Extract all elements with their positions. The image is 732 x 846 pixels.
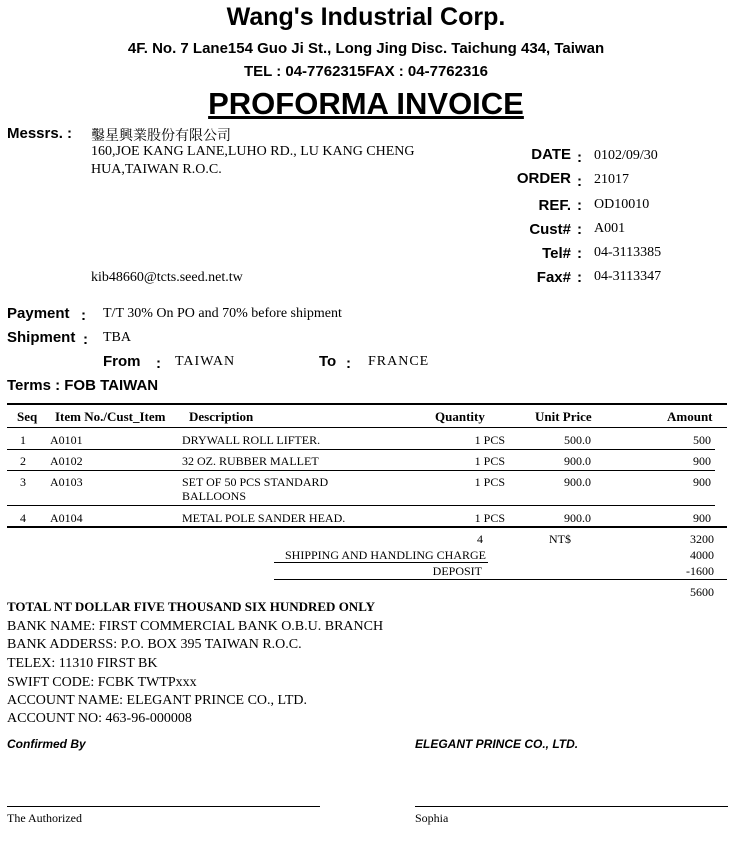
shipping-underline [274, 562, 488, 563]
shipping-value: 4000 [690, 548, 714, 562]
company-tel-fax: TEL : 04-7762315FAX : 04-7762316 [243, 63, 489, 80]
buyer-signature-line [7, 806, 320, 807]
row-item: A0102 [50, 454, 83, 468]
header-item: Item No./Cust_Item [55, 409, 166, 424]
row-unit-price: 900.0 [564, 511, 591, 525]
bank-telex: TELEX: 11310 FIRST BK [7, 656, 158, 671]
row-amount: 500 [693, 433, 711, 447]
ref-value: OD10010 [594, 197, 650, 212]
header-unit-price: Unit Price [535, 409, 592, 424]
total-quantity: 4 [477, 532, 483, 546]
to-value: FRANCE [368, 354, 430, 369]
tel-colon: : [577, 245, 582, 262]
row-item: A0103 [50, 475, 83, 489]
seller-company-label: ELEGANT PRINCE CO., LTD. [415, 737, 579, 751]
from-colon: : [156, 355, 161, 372]
order-colon: : [577, 173, 582, 190]
customer-address-line2: HUA,TAIWAN R.O.C. [91, 162, 222, 177]
customer-address-line1: 160,JOE KANG LANE,LUHO RD., LU KANG CHENG [91, 144, 415, 159]
customer-email: kib48660@tcts.seed.net.tw [91, 270, 243, 285]
row-description: DRYWALL ROLL LIFTER. [182, 433, 321, 447]
table-top-rule [7, 403, 727, 405]
shipment-value: TBA [103, 330, 131, 345]
company-name: Wang's Industrial Corp. [226, 3, 506, 31]
date-colon: : [577, 149, 582, 166]
order-value: 21017 [594, 172, 629, 187]
cust-colon: : [577, 221, 582, 238]
seller-signatory: Sophia [415, 811, 449, 825]
row-quantity: 1 PCS [474, 511, 505, 525]
bank-account-no: ACCOUNT NO: 463-96-000008 [7, 711, 192, 726]
fax-value: 04-3113347 [594, 269, 662, 284]
bank-swift: SWIFT CODE: FCBK TWTPxxx [7, 675, 197, 690]
deposit-label: DEPOSIT [432, 564, 482, 578]
row-divider [7, 505, 715, 506]
row-amount: 900 [693, 475, 711, 489]
row-unit-price: 500.0 [564, 433, 591, 447]
row-quantity: 1 PCS [474, 475, 505, 489]
shipping-label: SHIPPING AND HANDLING CHARGE [284, 548, 486, 562]
seller-signature-line [415, 806, 728, 807]
shipment-label: Shipment [7, 329, 76, 346]
deposit-value: -1600 [686, 564, 714, 578]
shipment-colon: : [83, 331, 88, 348]
tel-label: Tel# [542, 245, 571, 262]
company-address: 4F. No. 7 Lane154 Guo Ji St., Long Jing Disc. Taichung 434, Taiwan [127, 40, 605, 57]
row-description: SET OF 50 PCS STANDARD [182, 475, 329, 489]
to-label: To [319, 353, 337, 370]
bank-name: BANK NAME: FIRST COMMERCIAL BANK O.B.U. BRANCH [7, 619, 384, 634]
row-description: METAL POLE SANDER HEAD. [182, 511, 346, 525]
deposit-underline [274, 579, 727, 580]
header-quantity: Quantity [435, 409, 485, 424]
grand-total: 5600 [690, 585, 714, 599]
row-quantity: 1 PCS [474, 433, 505, 447]
row-description: 32 OZ. RUBBER MALLET [182, 454, 319, 468]
header-seq: Seq [17, 409, 38, 424]
row-divider [7, 470, 715, 471]
from-label: From [103, 353, 141, 370]
ref-colon: : [577, 197, 582, 214]
ref-label: REF. [538, 197, 571, 214]
row-description-cont: BALLOONS [182, 489, 247, 503]
row-seq: 3 [20, 475, 26, 489]
bank-address: BANK ADDERSS: P.O. BOX 395 TAIWAN R.O.C. [7, 637, 302, 652]
row-item: A0101 [50, 433, 83, 447]
row-amount: 900 [693, 511, 711, 525]
row-seq: 2 [20, 454, 26, 468]
terms-label: Terms : FOB TAIWAN [7, 377, 159, 394]
to-colon: : [346, 355, 351, 372]
header-amount: Amount [667, 409, 713, 424]
row-divider [7, 449, 715, 450]
fax-colon: : [577, 269, 582, 286]
header-description: Description [189, 409, 254, 424]
cust-value: A001 [594, 221, 626, 236]
buyer-signatory: The Authorized [7, 811, 82, 825]
bank-account-name: ACCOUNT NAME: ELEGANT PRINCE CO., LTD. [7, 693, 307, 708]
document-title: PROFORMA INVOICE [208, 86, 524, 121]
from-value: TAIWAN [175, 354, 236, 369]
confirmed-by-label: Confirmed By [7, 737, 86, 751]
row-seq: 4 [20, 511, 26, 525]
fax-label: Fax# [536, 269, 571, 286]
table-header-rule [7, 427, 727, 428]
currency: NT$ [549, 532, 571, 546]
customer-name: 鑿星興業股份有限公司 [91, 129, 231, 144]
messrs-label: Messrs. : [7, 125, 73, 142]
payment-label: Payment [7, 305, 70, 322]
row-item: A0104 [50, 511, 83, 525]
cust-label: Cust# [529, 221, 571, 238]
row-unit-price: 900.0 [564, 454, 591, 468]
row-unit-price: 900.0 [564, 475, 591, 489]
date-value: 0102/09/30 [594, 148, 658, 163]
subtotal: 3200 [690, 532, 714, 546]
tel-value: 04-3113385 [594, 245, 662, 260]
row-quantity: 1 PCS [474, 454, 505, 468]
row-seq: 1 [20, 433, 26, 447]
date-label: DATE [531, 146, 571, 163]
payment-colon: : [81, 307, 86, 324]
table-bottom-rule [7, 526, 727, 528]
total-in-words: TOTAL NT DOLLAR FIVE THOUSAND SIX HUNDRED ONLY [7, 599, 376, 614]
row-amount: 900 [693, 454, 711, 468]
order-label: ORDER [516, 170, 571, 187]
payment-value: T/T 30% On PO and 70% before shipment [103, 306, 342, 321]
